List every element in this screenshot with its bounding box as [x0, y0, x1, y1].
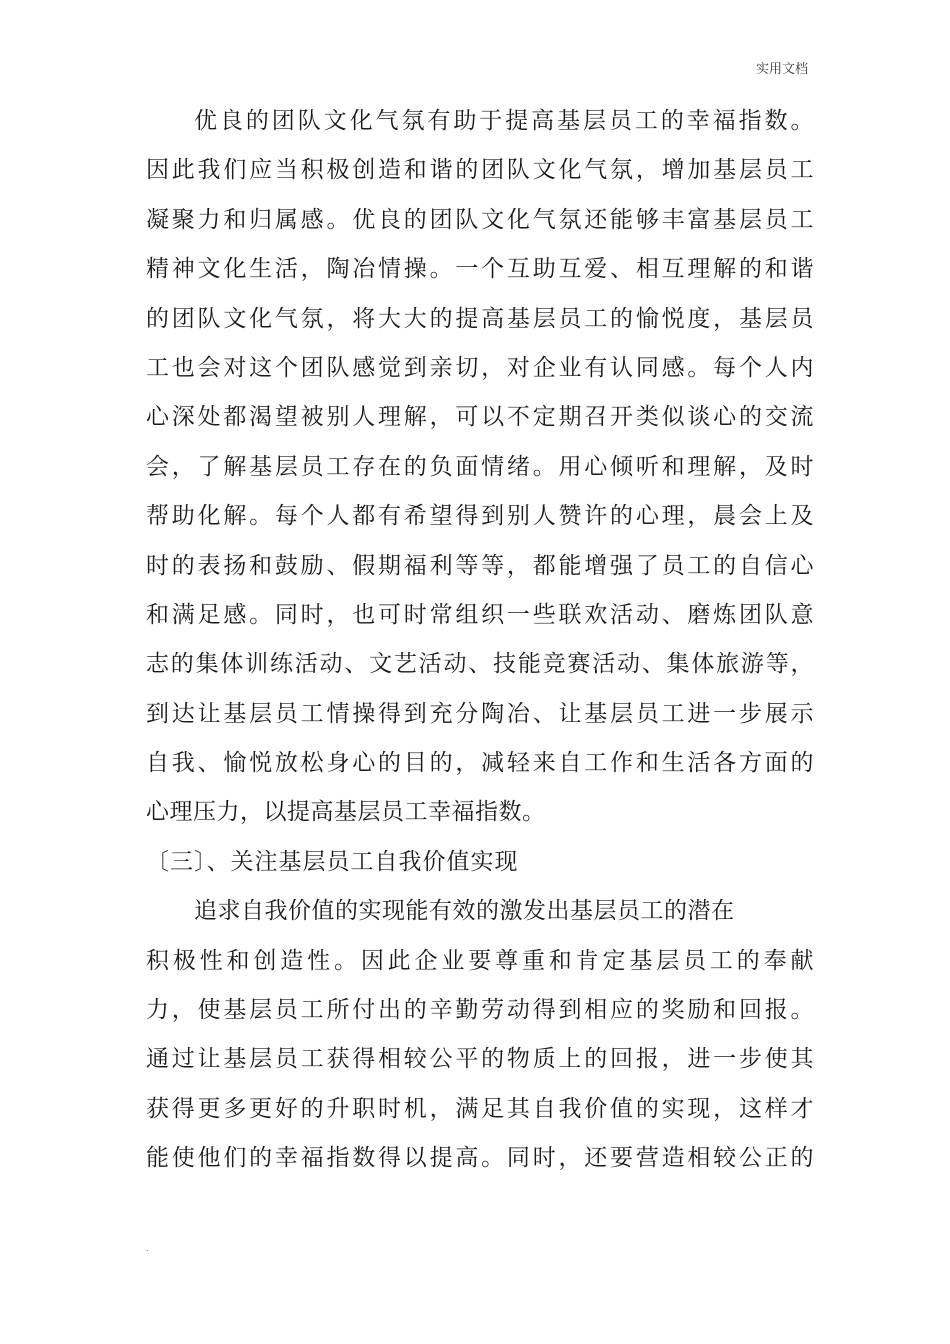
text-line: 获得更多更好的升职时机，满足其自我价值的实现，这样才: [146, 1095, 814, 1122]
text-line: 心深处都渴望被别人理解，可以不定期召开类似谈心的交流: [146, 404, 814, 431]
paragraph-team-culture: [146, 97, 814, 838]
text-line: 的团队文化气氛，将大大的提高基层员工的愉悦度，基层员: [146, 305, 814, 332]
text-line: 优良的团队文化气氛有助于提高基层员工的幸福指数。: [194, 108, 814, 134]
text-line: 和满足感。同时，也可时常组织一些联欢活动、磨炼团队意: [146, 601, 814, 628]
text-line: 积极性和创造性。因此企业要尊重和肯定基层员工的奉献: [146, 947, 814, 974]
text-line: 帮助化解。每个人都有希望得到别人赞许的心理，晨会上及: [146, 503, 814, 530]
text-line: 志的集体训练活动、文艺活动、技能竞赛活动、集体旅游等，: [146, 651, 814, 678]
text-line: 到达让基层员工情操得到充分陶冶、让基层员工进一步展示: [146, 700, 814, 727]
document-body: [146, 97, 814, 1184]
text-line: 自我、愉悦放松身心的目的，减轻来自工作和生活各方面的: [146, 750, 814, 777]
page-header-label: 实用文档: [755, 62, 808, 77]
paragraph-self-value: [146, 887, 814, 1183]
text-line: 凝聚力和归属感。优良的团队文化气氛还能够丰富基层员工: [146, 206, 814, 233]
text-line: 力，使基层员工所付出的辛勤劳动得到相应的奖励和回报。: [146, 997, 814, 1024]
text-line: 精神文化生活，陶冶情操。一个互助互爱、相互理解的和谐: [146, 256, 814, 283]
text-line: 因此我们应当积极创造和谐的团队文化气氛，增加基层员工: [146, 157, 814, 184]
section-heading: 〔三〕、关注基层员工自我价值实现: [146, 848, 519, 875]
footer-mark: .: [146, 1244, 149, 1253]
text-line: 会，了解基层员工存在的负面情绪。用心倾听和理解，及时: [146, 453, 814, 480]
text-line: 能使他们的幸福指数得以提高。同时，还要营造相较公正的: [146, 1145, 814, 1172]
text-line: 心理压力，以提高基层员工幸福指数。: [146, 799, 546, 826]
text-line: 工也会对这个团队感觉到亲切，对企业有认同感。每个人内: [146, 354, 814, 381]
text-line: 时的表扬和鼓励、假期福利等等，都能增强了员工的自信心: [146, 552, 814, 579]
text-line: 追求自我价值的实现能有效的激发出基层员工的潜在: [194, 898, 735, 925]
text-line: 通过让基层员工获得相较公平的物质上的回报，进一步使其: [146, 1046, 814, 1073]
